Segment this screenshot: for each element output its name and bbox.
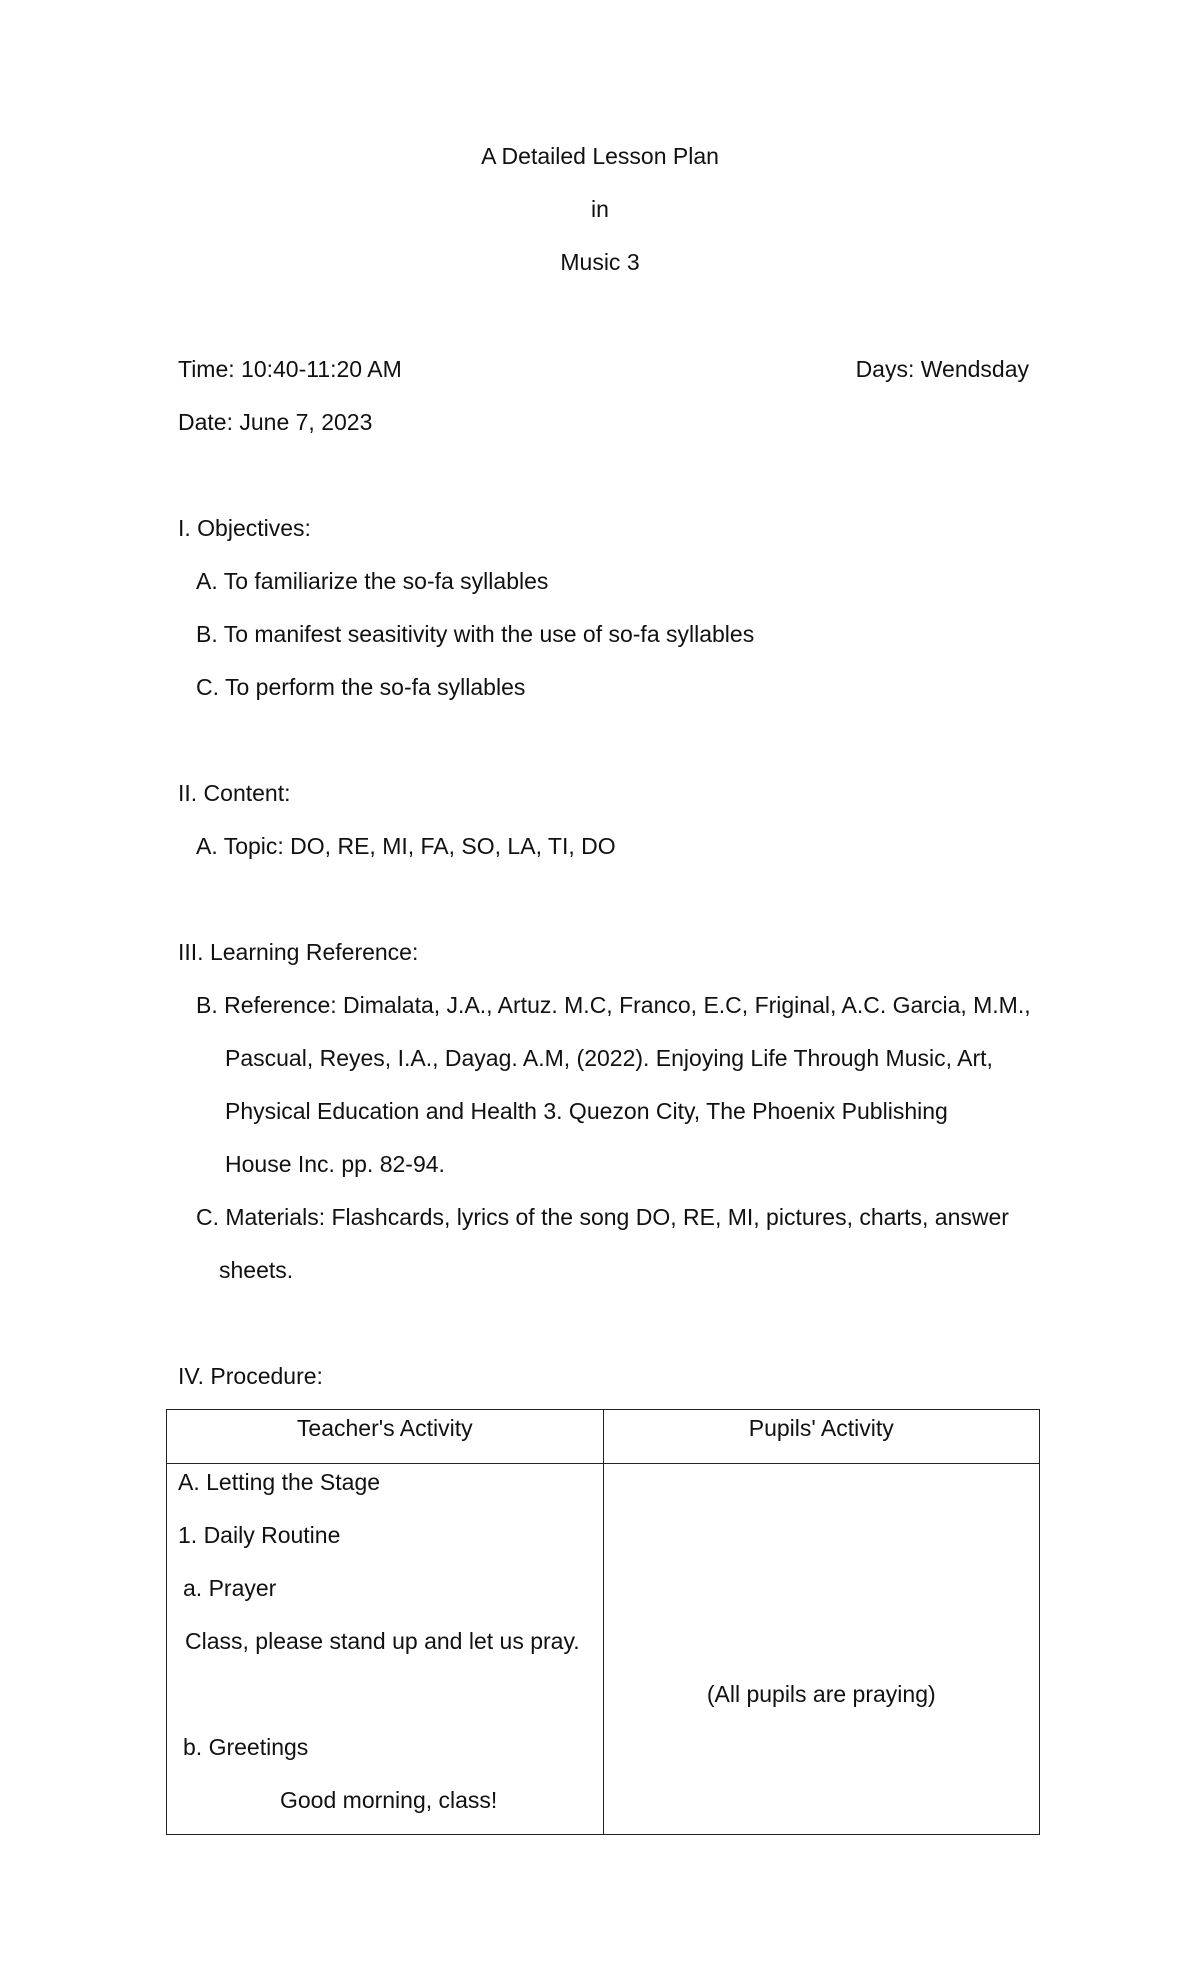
teacher-line: 1. Daily Routine <box>178 1522 341 1548</box>
pupils-line: (All pupils are praying) <box>706 1681 936 1707</box>
teacher-line: Good morning, class! <box>280 1787 498 1813</box>
objectives-heading: I. Objectives: <box>178 515 311 541</box>
teacher-activity-header-label: Teacher's Activity <box>296 1415 473 1441</box>
reference-line: Pascual, Reyes, I.A., Dayag. A.M, (2022). Enjoying Life Through Music, Art, <box>225 1045 993 1071</box>
pupils-activity-header-label: Pupils' Activity <box>748 1415 894 1441</box>
table-row <box>167 1464 1040 1835</box>
objective-item: C. To perform the so-fa syllables <box>196 674 526 700</box>
teacher-line: A. Letting the Stage <box>178 1469 381 1495</box>
content-heading: II. Content: <box>178 780 291 806</box>
materials-line: C. Materials: Flashcards, lyrics of the song DO, RE, MI, pictures, charts, answer <box>196 1204 1009 1230</box>
teacher-line: a. Prayer <box>183 1575 277 1601</box>
teacher-activity-header <box>167 1410 604 1464</box>
teacher-activity-cell <box>167 1464 604 1835</box>
document-title: A Detailed Lesson Plan <box>481 143 719 169</box>
document-subject: Music 3 <box>560 249 640 275</box>
pupils-activity-cell <box>603 1464 1040 1835</box>
reference-heading: III. Learning Reference: <box>178 939 419 965</box>
document-title-connector: in <box>591 196 609 222</box>
pupils-activity-header <box>603 1410 1040 1464</box>
procedure-table <box>166 1409 1040 1835</box>
objective-item: B. To manifest seasitivity with the use of so-fa syllables <box>196 621 755 647</box>
reference-line: House Inc. pp. 82-94. <box>225 1151 445 1177</box>
materials-line: sheets. <box>219 1257 294 1283</box>
teacher-line: Class, please stand up and let us pray. <box>185 1628 580 1654</box>
objective-item: A. To familiarize the so-fa syllables <box>196 568 549 594</box>
procedure-heading: IV. Procedure: <box>178 1363 323 1389</box>
time-field: Time: 10:40-11:20 AM <box>178 356 402 382</box>
date-field: Date: June 7, 2023 <box>178 409 373 435</box>
days-field: Days: Wendsday <box>855 356 1029 382</box>
reference-line: B. Reference: Dimalata, J.A., Artuz. M.C, Franco, E.C, Friginal, A.C. Garcia, M.M., <box>196 992 1031 1018</box>
teacher-line: b. Greetings <box>183 1734 309 1760</box>
reference-line: Physical Education and Health 3. Quezon City, The Phoenix Publishing <box>225 1098 948 1124</box>
content-topic: A. Topic: DO, RE, MI, FA, SO, LA, TI, DO <box>196 833 616 859</box>
table-header-row <box>167 1410 1040 1464</box>
